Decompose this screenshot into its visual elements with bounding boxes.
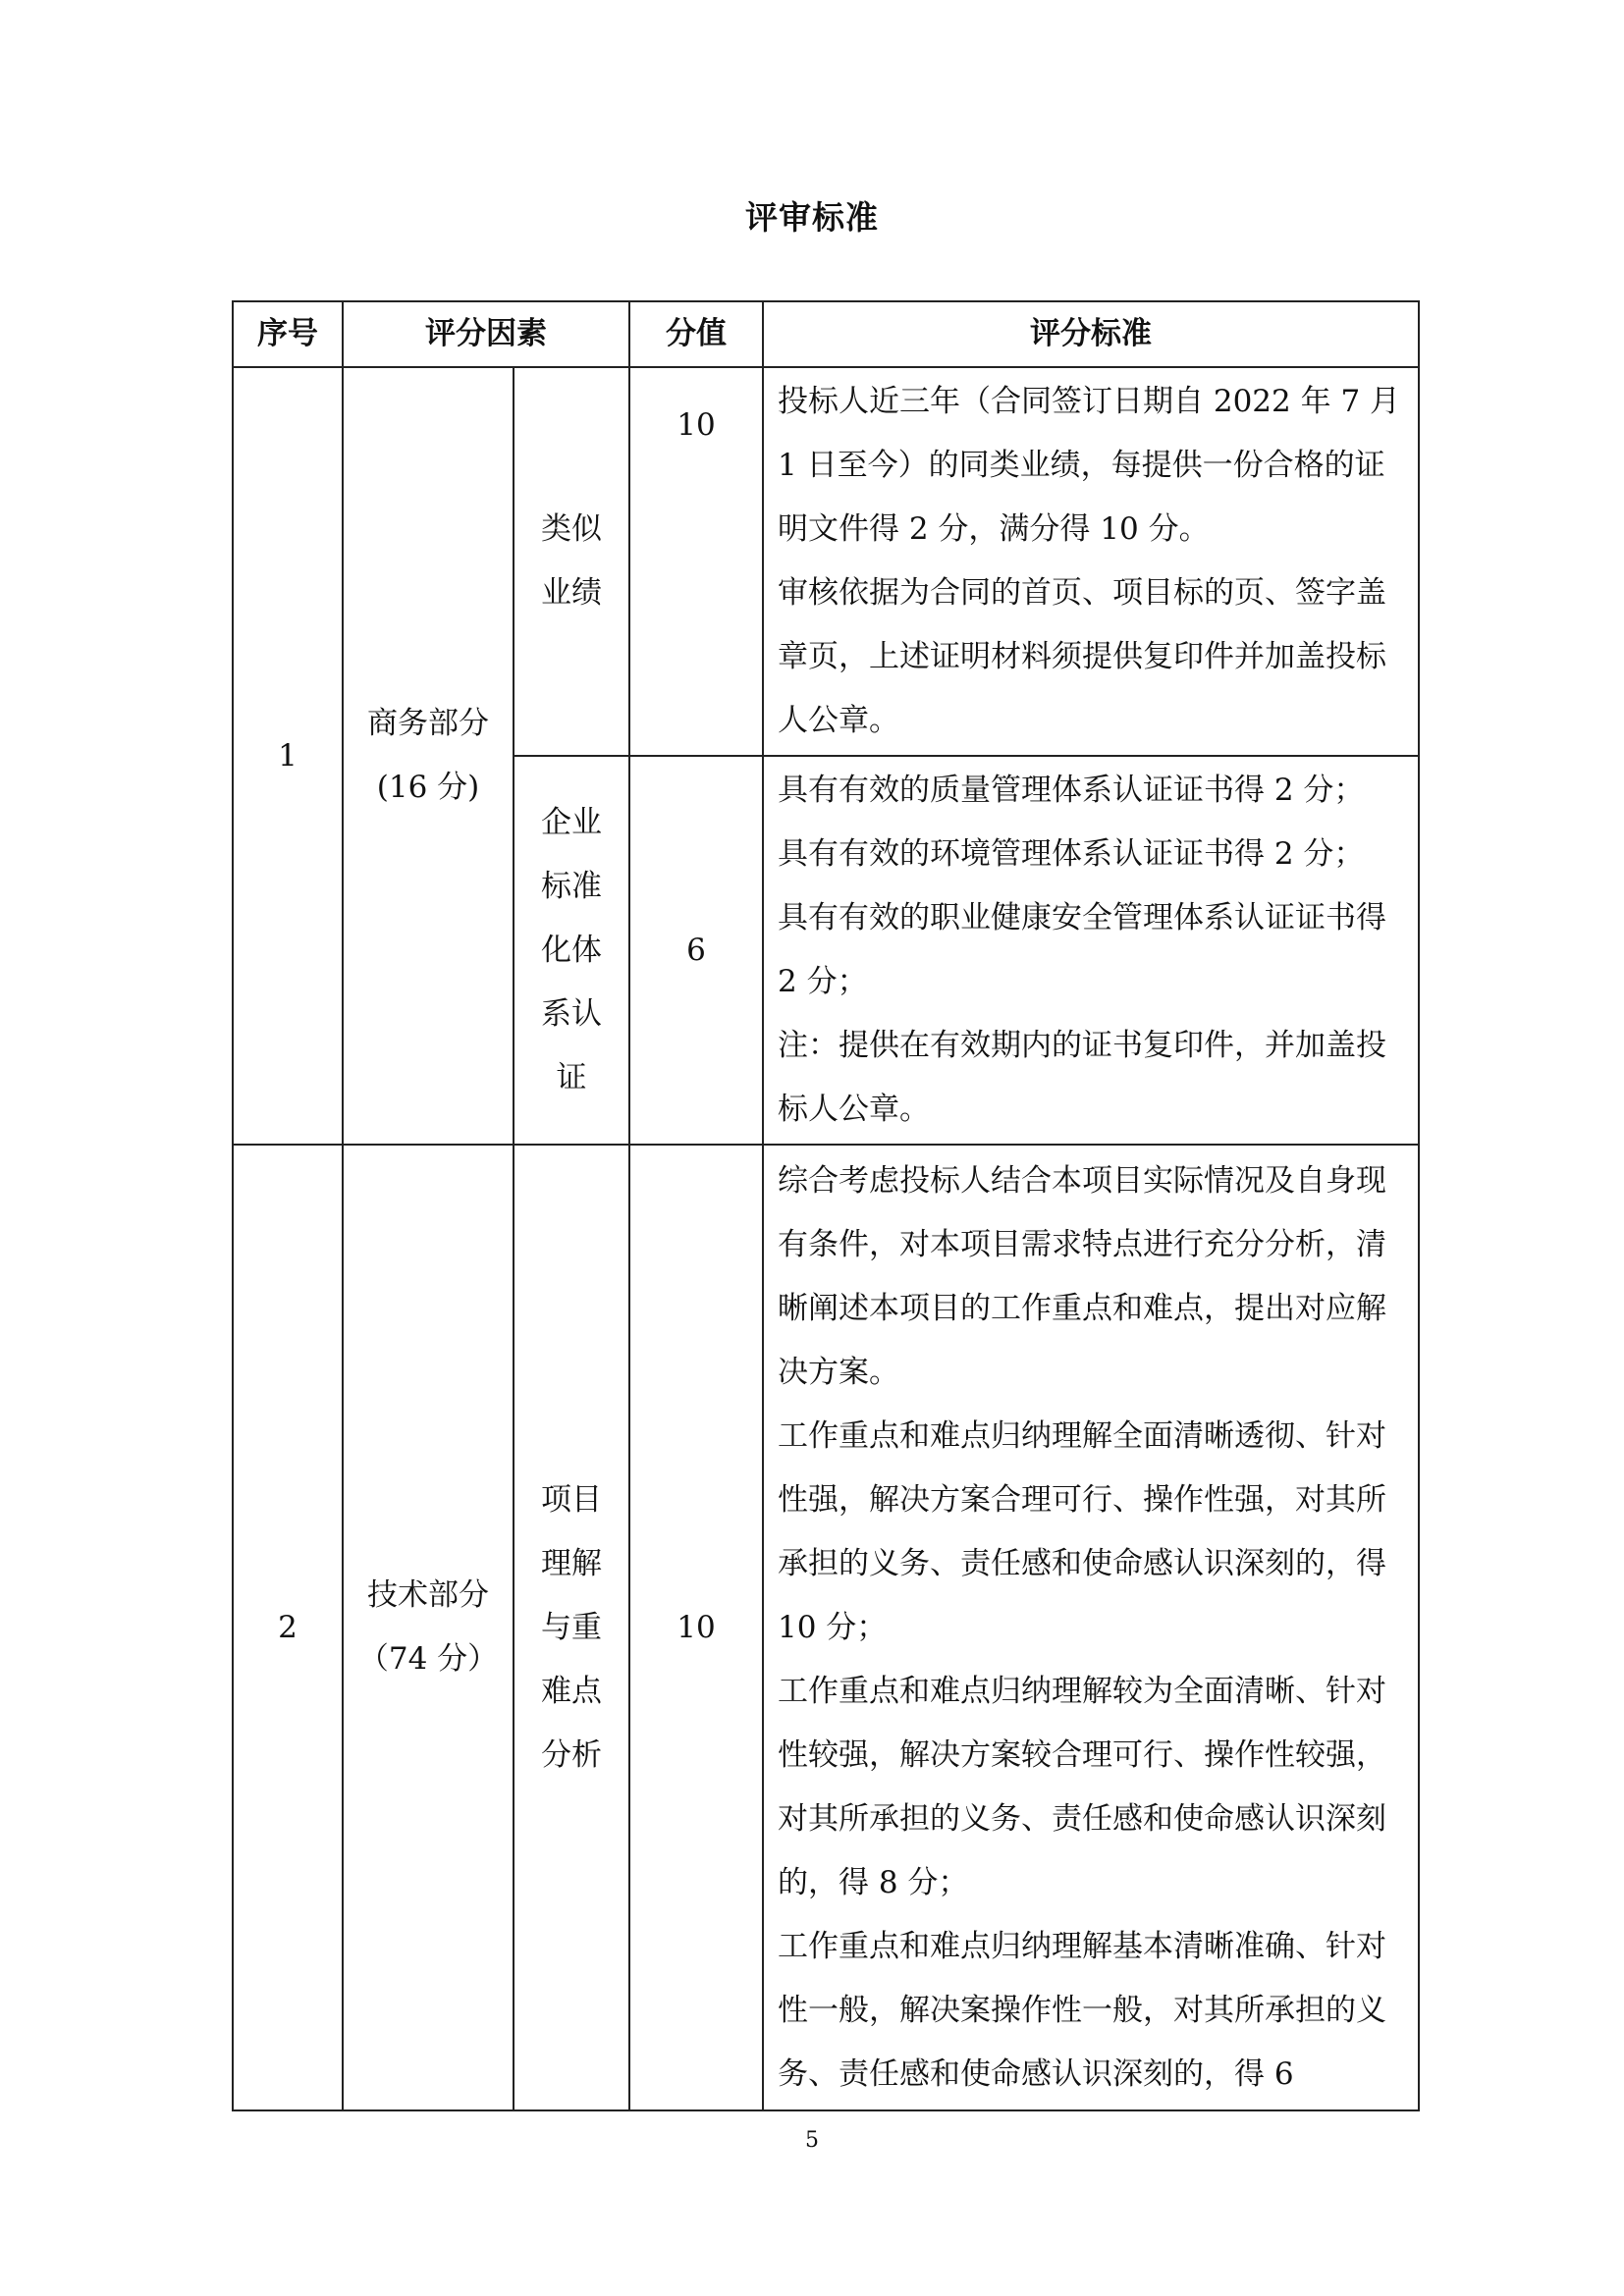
table-header-row [233, 301, 1419, 367]
seq-cell: 1 [233, 367, 343, 1145]
criteria-line: 投标人近三年（合同签订日期自 2022 年 7 月 1 日至今）的同类业绩，每提供一份合格的证明文件得 2 分，满分得 10 分。 [778, 384, 1401, 547]
criteria-line: 具有有效的环境管理体系认证证书得 2 分； [778, 836, 1365, 872]
page-number: 5 [805, 2128, 819, 2153]
part-cell [343, 1145, 514, 2110]
score-value: 10 [677, 407, 716, 443]
header-factor: 评分因素 [343, 301, 629, 367]
factor-cell [514, 1145, 629, 2110]
factor-label: 类似业绩 [541, 511, 602, 611]
part-name: 商务部分 [367, 706, 489, 741]
header-score: 分值 [629, 301, 763, 367]
part-points: （74 分） [357, 1641, 499, 1677]
factor-label: 项目理解与重难点分析 [541, 1481, 602, 1773]
criteria-line: 综合考虑投标人结合本项目实际情况及自身现有条件，对本项目需求特点进行充分分析，清晰阐述本项目的工作重点和难点，提出对应解决方案。 [778, 1162, 1386, 1390]
score-value: 6 [686, 932, 706, 968]
part-name: 技术部分 [367, 1577, 489, 1613]
part-points: (16 分) [376, 770, 480, 805]
criteria-line: 工作重点和难点归纳理解全面清晰透彻、针对性强，解决方案合理可行、操作性强，对其所承担的义务、责任感和使命感认识深刻的，得 10 分； [778, 1417, 1386, 1645]
criteria-line: 注：提供在有效期内的证书复印件，并加盖投标人公章。 [778, 1028, 1386, 1127]
factor-label: 企业标准化体系认证 [541, 804, 602, 1095]
factor-cell [514, 367, 629, 756]
table-row [233, 1145, 1419, 2110]
score-cell [629, 756, 763, 1145]
factor-cell [514, 756, 629, 1145]
header-seq: 序号 [233, 301, 343, 367]
part-cell [343, 367, 514, 1145]
criteria-cell [763, 367, 1419, 756]
table-row [233, 367, 1419, 756]
score-cell [629, 367, 763, 756]
seq-cell: 2 [233, 1145, 343, 2110]
criteria-line: 工作重点和难点归纳理解基本清晰准确、针对性一般，解决案操作性一般，对其所承担的义务、责任感和使命感认识深刻的，得 6 [778, 1928, 1386, 2092]
page-title: 评审标准 [745, 198, 879, 237]
criteria-cell [763, 756, 1419, 1145]
criteria-line: 具有有效的质量管理体系认证证书得 2 分； [778, 773, 1365, 808]
score-value: 10 [677, 1609, 716, 1645]
criteria-cell [763, 1145, 1419, 2110]
criteria-line: 具有有效的职业健康安全管理体系认证证书得 2 分； [778, 900, 1386, 999]
score-cell [629, 1145, 763, 2110]
criteria-line: 审核依据为合同的首页、项目标的页、签字盖章页，上述证明材料须提供复印件并加盖投标人公章。 [778, 575, 1386, 738]
scoring-table [232, 300, 1420, 2111]
header-criteria: 评分标准 [763, 301, 1419, 367]
criteria-line: 工作重点和难点归纳理解较为全面清晰、针对性较强，解决方案较合理可行、操作性较强，对其所承担的义务、责任感和使命感认识深刻的，得 8 分； [778, 1673, 1386, 1900]
